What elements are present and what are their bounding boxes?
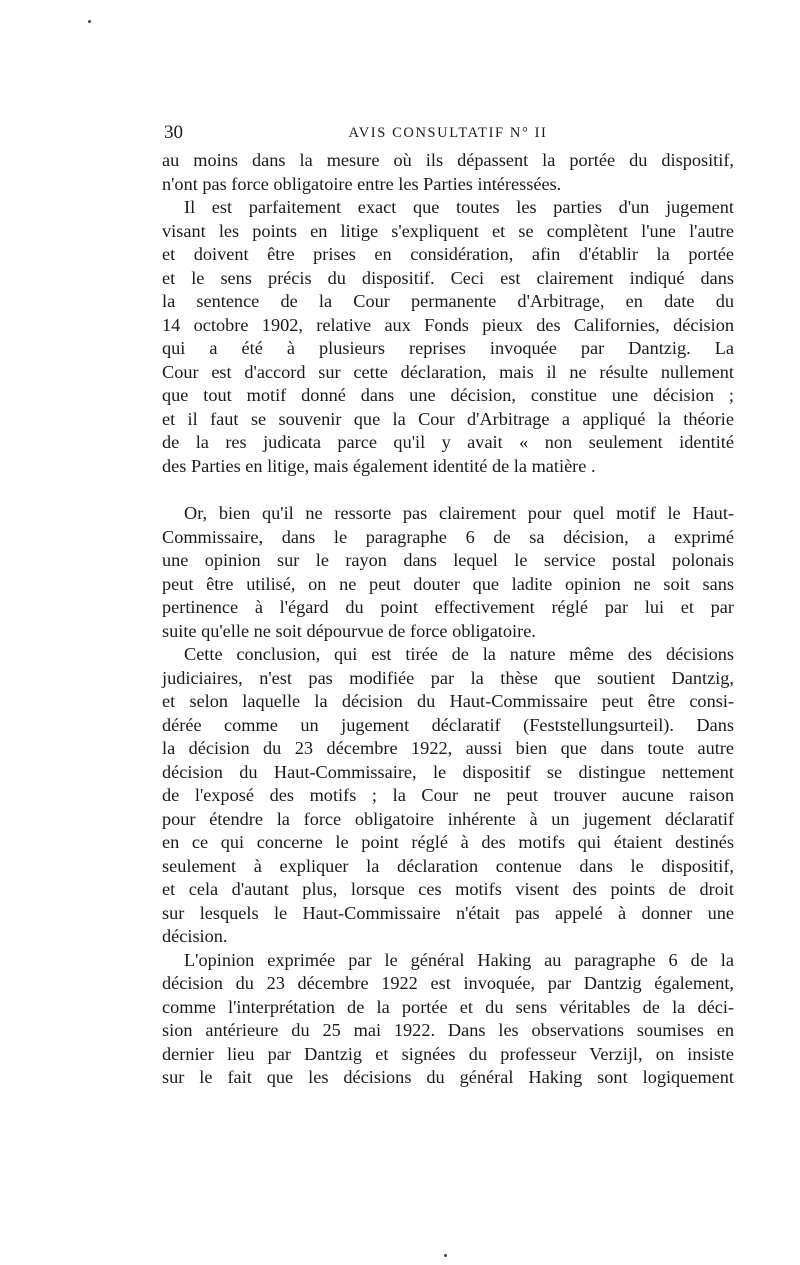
text-line: et le sens précis du dispositif. Ceci est clairement indiqué dans [162,267,734,288]
page-header [162,121,734,145]
text-line: décision du Haut-Commissaire, le dispositif se distingue nettement [162,761,734,782]
text-line: comme l'interprétation de la portée et du sens véritables de la déci- [162,996,734,1017]
paragraph-continuation [162,149,734,196]
scan-speck [88,20,91,23]
text-line: suite qu'elle ne soit dépourvue de force obligatoire. [162,620,536,641]
text-line: et cela d'autant plus, lorsque ces motifs visent des points de droit [162,879,734,899]
text-line: et il faut se souvenir que la Cour d'Arbitrage a appliqué la théorie [162,408,734,429]
text-line: que tout motif donné dans une décision, constitue une décision ; [162,385,734,405]
text-line: la décision du 23 décembre 1922, aussi bien que dans toute autre [162,738,734,758]
text-line: sur le fait que les décisions du général Haking sont logiquement [162,1067,734,1087]
text-line: Il est parfaitement exact que toutes les parties d'un jugement [184,197,734,217]
scan-speck [444,1254,447,1257]
text-line: judiciaires, n'est pas modifiée par la thèse que soutient Dantzig, [162,667,734,688]
text-line: de l'exposé des motifs ; la Cour ne peut trouver aucune raison [162,785,734,805]
text-line: pour étendre la force obligatoire inhérente à un jugement déclaratif [162,808,734,829]
text-line: n'ont pas force obligatoire entre les Parties intéressées. [162,173,562,194]
text-line: pertinence à l'égard du point effectivement réglé par lui et par [162,597,734,617]
body-text [162,149,734,1090]
text-line: au moins dans la mesure où ils dépassent la portée du dispositif, [162,150,734,170]
text-line: Cette conclusion, qui est tirée de la nature même des décisions [184,644,734,664]
paragraph-haut-commissaire [162,502,734,643]
running-title: AVIS CONSULTATIF N° II [348,125,548,141]
text-line: peut être utilisé, on ne peut douter que ladite opinion ne soit sans [162,573,734,594]
text-line: seulement à expliquer la déclaration contenue dans le dispositif, [162,855,734,876]
text-line: L'opinion exprimée par le général Haking au paragraphe 6 de la [184,949,734,970]
text-line: et selon laquelle la décision du Haut-Commissaire peut être consi- [162,691,734,711]
text-line: sur lesquels le Haut-Commissaire n'était pas appelé à donner une [162,902,734,923]
text-line: Cour est d'accord sur cette déclaration, mais il ne résulte nullement [162,361,734,382]
text-line: 14 octobre 1902, relative aux Fonds pieux des Californies, décision [162,314,734,335]
text-line: la sentence de la Cour permanente d'Arbitrage, en date du [162,291,734,311]
text-line: décision. [162,926,228,946]
page-number: 30 [164,122,183,143]
paragraph-res-judicata [162,196,734,478]
text-line: sion antérieure du 25 mai 1922. Dans les observations soumises en [162,1020,734,1040]
text-line: dernier lieu par Dantzig et signées du professeur Verzijl, on insiste [162,1043,734,1064]
text-line: de la res judicata parce qu'il y avait « non seulement identité [162,432,734,452]
text-line: visant les points en litige s'expliquent et se complètent l'une l'autre [162,220,734,241]
text-line: Or, bien qu'il ne ressorte pas clairement pour quel motif le Haut- [184,503,734,523]
text-line: des Parties en litige, mais également identité de la matière . [162,455,596,476]
text-line: et doivent être prises en considération, afin d'établir la portée [162,244,734,264]
paragraph-general-haking [162,949,734,1090]
text-line: une opinion sur le rayon dans lequel le service postal polonais [162,550,734,570]
text-line: en ce qui concerne le point réglé à des motifs qui étaient destinés [162,832,734,852]
text-line: Commissaire, dans le paragraphe 6 de sa décision, a exprimé [162,526,734,547]
text-line: dérée comme un jugement déclaratif (Feststellungsurteil). Dans [162,714,734,735]
paragraph-conclusion [162,643,734,949]
text-line: qui a été à plusieurs reprises invoquée par Dantzig. La [162,338,734,358]
text-line: décision du 23 décembre 1922 est invoquée, par Dantzig également, [162,973,734,993]
